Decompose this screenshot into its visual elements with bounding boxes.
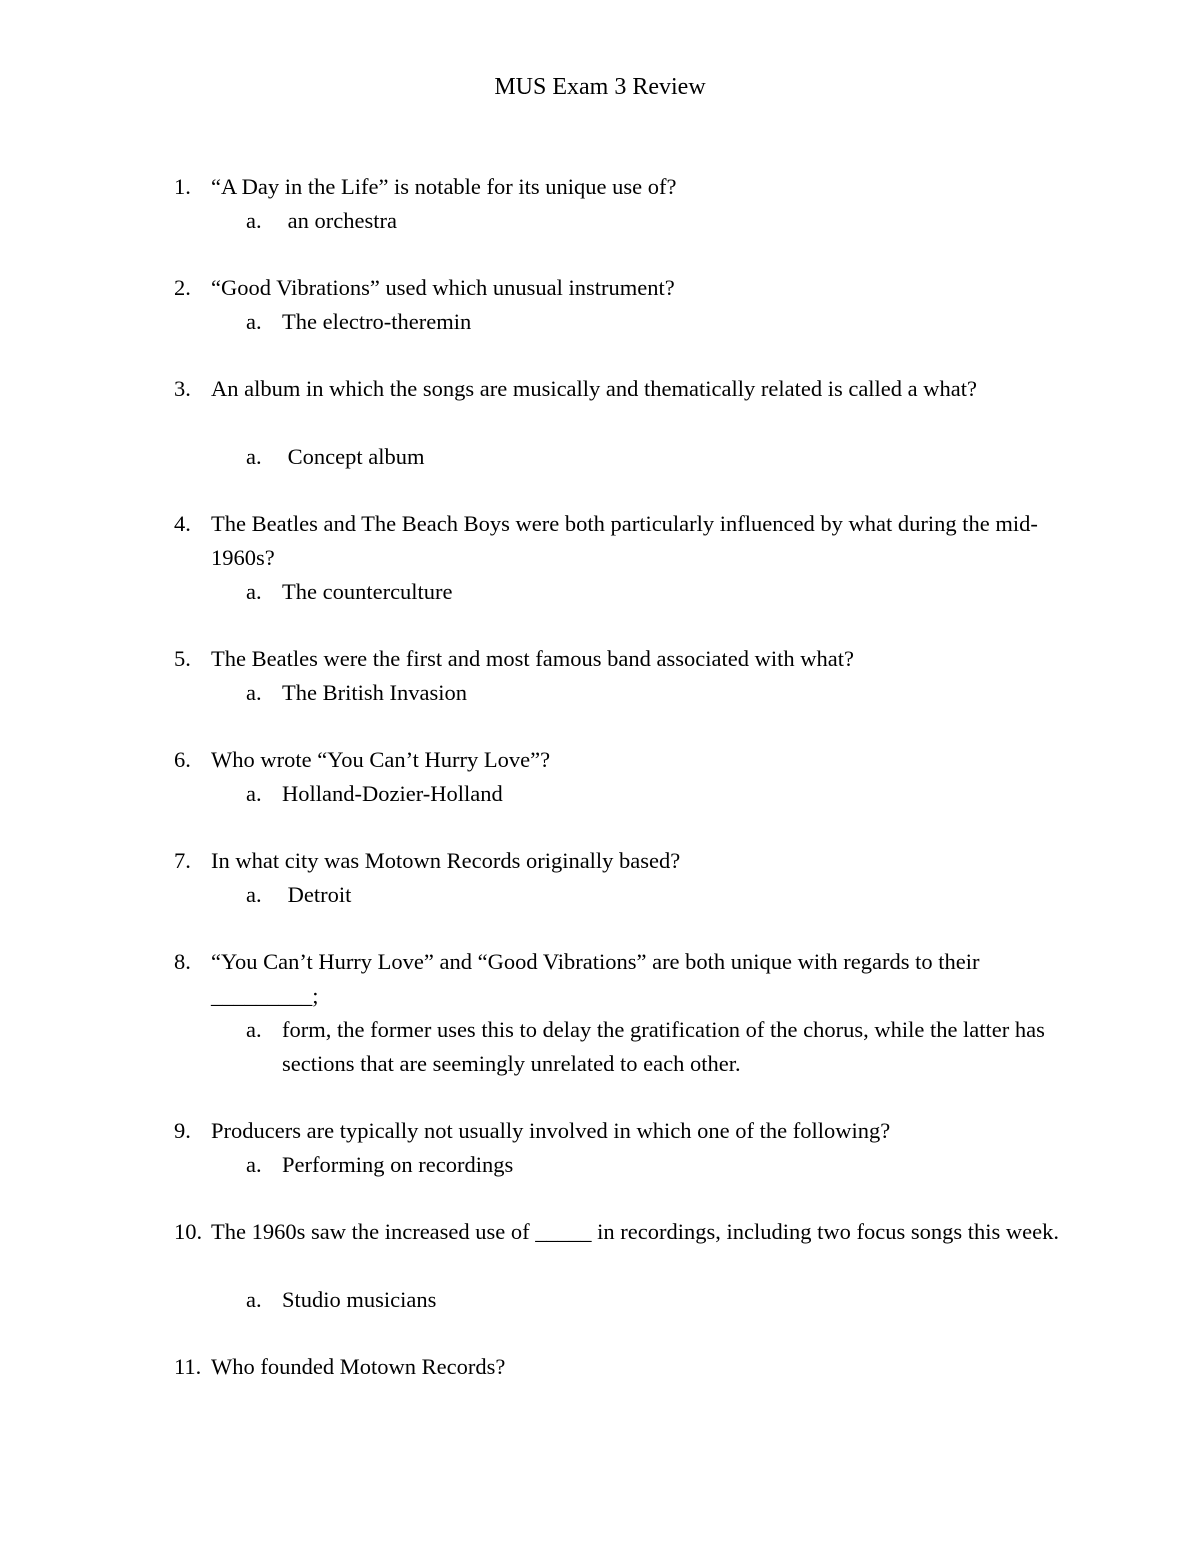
answer-text: Detroit	[282, 882, 352, 907]
answer-text: The electro-theremin	[282, 309, 472, 334]
question-text: The Beatles and The Beach Boys were both particularly influenced by what during the mid-1960s?	[211, 511, 1038, 570]
question-number: 8.	[174, 949, 191, 974]
question-number: 1.	[174, 174, 191, 199]
question-number: 3.	[174, 376, 191, 401]
question-number: 6.	[174, 747, 191, 772]
question-number: 5.	[174, 646, 191, 671]
question-text: Who wrote “You Can’t Hurry Love”?	[211, 747, 551, 772]
answer-label: a.	[246, 1152, 262, 1177]
question-number: 9.	[174, 1118, 191, 1143]
question-text: In what city was Motown Records originally based?	[211, 848, 681, 873]
answer-text: Holland-Dozier-Holland	[282, 781, 503, 806]
question-text: An album in which the songs are musically and thematically related is called a what?	[211, 376, 977, 401]
answer-text: The British Invasion	[282, 680, 467, 705]
answer-label: a.	[246, 579, 262, 604]
answer-label: a.	[246, 882, 262, 907]
question-text: The 1960s saw the increased use of _____ in recordings, including two focus songs this week.	[211, 1219, 1059, 1244]
answer-label: a.	[246, 309, 262, 334]
question-number: 7.	[174, 848, 191, 873]
answer-text: The counterculture	[282, 579, 453, 604]
answer-label: a.	[246, 1017, 262, 1042]
answer-text: form, the former uses this to delay the gratification of the chorus, while the latter has sections that are seemingly unrelated to each other.	[282, 1017, 1045, 1076]
question-text: Producers are typically not usually involved in which one of the following?	[211, 1118, 891, 1143]
answer-text: an orchestra	[282, 208, 397, 233]
answer-label: a.	[246, 444, 262, 469]
question-text: Who founded Motown Records?	[211, 1354, 506, 1379]
answer-text: Studio musicians	[282, 1287, 437, 1312]
question-text: “You Can’t Hurry Love” and “Good Vibrations” are both unique with regards to their _________;	[211, 949, 980, 1008]
question-number: 2.	[174, 275, 191, 300]
question-text: “A Day in the Life” is notable for its unique use of?	[211, 174, 677, 199]
answer-text: Concept album	[282, 444, 425, 469]
answer-label: a.	[246, 781, 262, 806]
answer-label: a.	[246, 208, 262, 233]
answer-label: a.	[246, 1287, 262, 1312]
question-number: 11.	[174, 1354, 202, 1379]
question-text: “Good Vibrations” used which unusual instrument?	[211, 275, 675, 300]
page-title: MUS Exam 3 Review	[494, 74, 706, 100]
question-text: The Beatles were the first and most famous band associated with what?	[211, 646, 854, 671]
answer-label: a.	[246, 680, 262, 705]
question-number: 10.	[174, 1219, 203, 1244]
answer-text: Performing on recordings	[282, 1152, 514, 1177]
question-number: 4.	[174, 511, 191, 536]
